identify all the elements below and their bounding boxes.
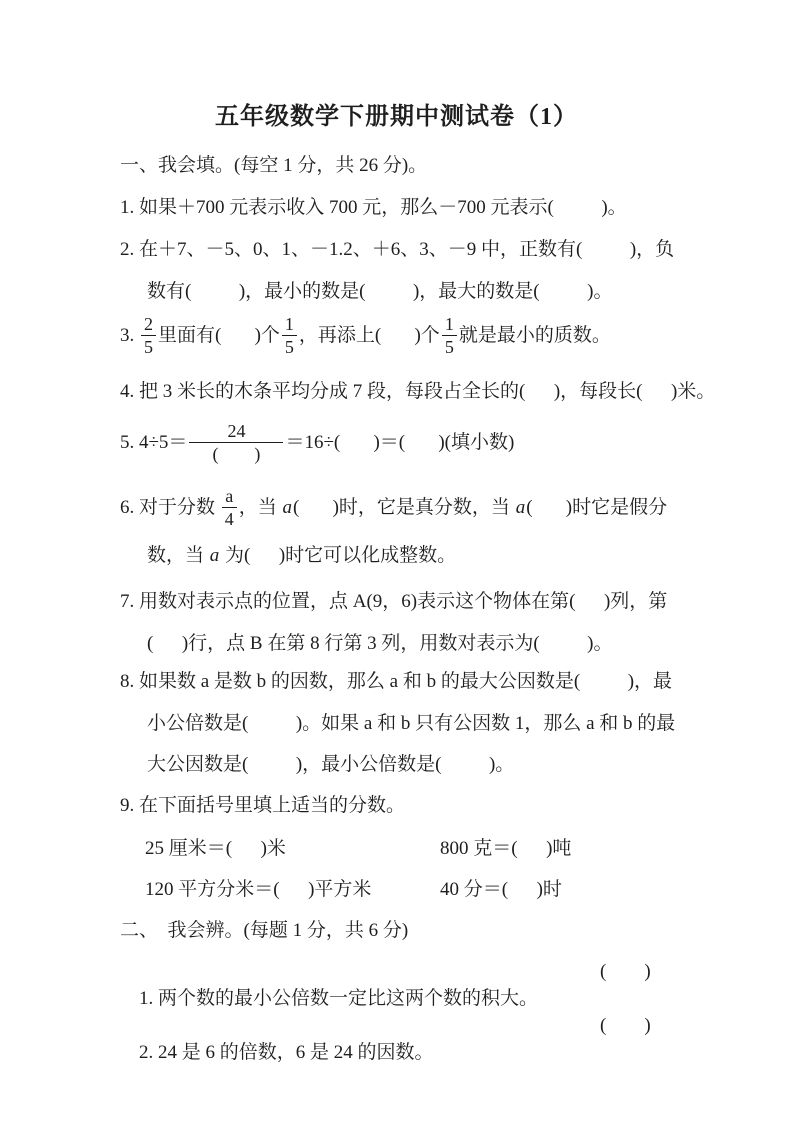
judge-question-text: 1. 两个数的最小公倍数一定比这两个数的积大。 <box>139 988 539 1009</box>
text-run: ，再添上( )个 <box>298 324 440 346</box>
text-run: ( )时，它是真分数，当 <box>293 496 515 518</box>
question-2-line-2: 数有( )，最小的数是( )，最大的数是( )。 <box>147 281 613 302</box>
text-run: 6. 对于分数 <box>120 496 220 518</box>
fraction: $\frac{24}{( )}$ <box>189 420 283 465</box>
page-title: 五年级数学下册期中测试卷（1） <box>215 104 578 130</box>
question-9-heading: 9. 在下面括号里填上适当的分数。 <box>120 795 406 816</box>
text-run: 数，当 <box>147 545 209 566</box>
fraction: $\frac{1}{5}$ <box>442 313 457 358</box>
test-paper-page <box>120 100 716 1063</box>
fraction: $\frac{1}{5}$ <box>282 313 297 358</box>
question-9-row-1 <box>120 835 706 862</box>
unit-conversion-item: 800 克＝( )吨 <box>440 838 572 859</box>
text-run: ，当 <box>238 496 282 518</box>
question-1: 1. 如果＋700 元表示收入 700 元，那么－700 元表示( )。 <box>120 197 627 218</box>
fraction: $\frac{a}{4}$ <box>222 485 237 530</box>
question-7-line-1: 7. 用数对表示点的位置，点 A(9，6)表示这个物体在第( )列，第 <box>120 591 668 612</box>
variable: a <box>209 545 220 566</box>
text-run: 3. <box>120 324 139 346</box>
section-1-heading: 一、我会填。(每空 1 分，共 26 分)。 <box>120 155 428 176</box>
question-3 <box>120 308 706 362</box>
variable: a <box>515 496 526 518</box>
question-8-line-3: 大公因数是( )，最小公倍数是( )。 <box>147 754 515 775</box>
fraction: $\frac{2}{5}$ <box>141 313 156 358</box>
question-6-line-2 <box>120 542 706 569</box>
variable: a <box>282 496 293 518</box>
judge-question-1 <box>120 958 706 1009</box>
question-8-line-1: 8. 如果数 a 是数 b 的因数，那么 a 和 b 的最大公因数是( )，最 <box>120 671 673 692</box>
question-7-line-2: ( )行，点 B 在第 8 行第 3 列，用数对表示为( )。 <box>147 633 613 654</box>
answer-parentheses: ( ) <box>600 1015 651 1036</box>
question-2-line-1: 2. 在＋7、－5、0、1、－1.2、＋6、3、－9 中，正数有( )，负 <box>120 239 675 260</box>
question-9-row-2 <box>120 876 706 903</box>
question-6-line-1 <box>120 480 706 534</box>
judge-question-text: 2. 24 是 6 的倍数，6 是 24 的因数。 <box>139 1042 434 1063</box>
section-2-heading: 二、 我会辨。(每题 1 分，共 6 分) <box>120 920 409 941</box>
text-run: 为( )时它可以化成整数。 <box>220 545 457 566</box>
judge-question-2 <box>120 1012 706 1063</box>
unit-conversion-item: 25 厘米＝( )米 <box>145 838 286 859</box>
text-run: 里面有( )个 <box>158 324 280 346</box>
text-run: ＝16÷( )＝( )(填小数) <box>285 431 515 453</box>
unit-conversion-item: 40 分＝( )时 <box>440 879 562 900</box>
unit-conversion-item: 120 平方分米＝( )平方米 <box>145 879 372 900</box>
question-8-line-2: 小公倍数是( )。如果 a 和 b 只有公因数 1，那么 a 和 b 的最 <box>147 713 676 734</box>
text-run: 5. 4÷5＝ <box>120 431 188 453</box>
question-4: 4. 把 3 米长的木条平均分成 7 段，每段占全长的( )，每段长( )米。 <box>120 381 716 402</box>
question-5 <box>120 415 706 469</box>
text-run: ( )时它是假分 <box>526 496 668 518</box>
answer-parentheses: ( ) <box>600 961 651 982</box>
text-run: 就是最小的质数。 <box>458 324 611 346</box>
